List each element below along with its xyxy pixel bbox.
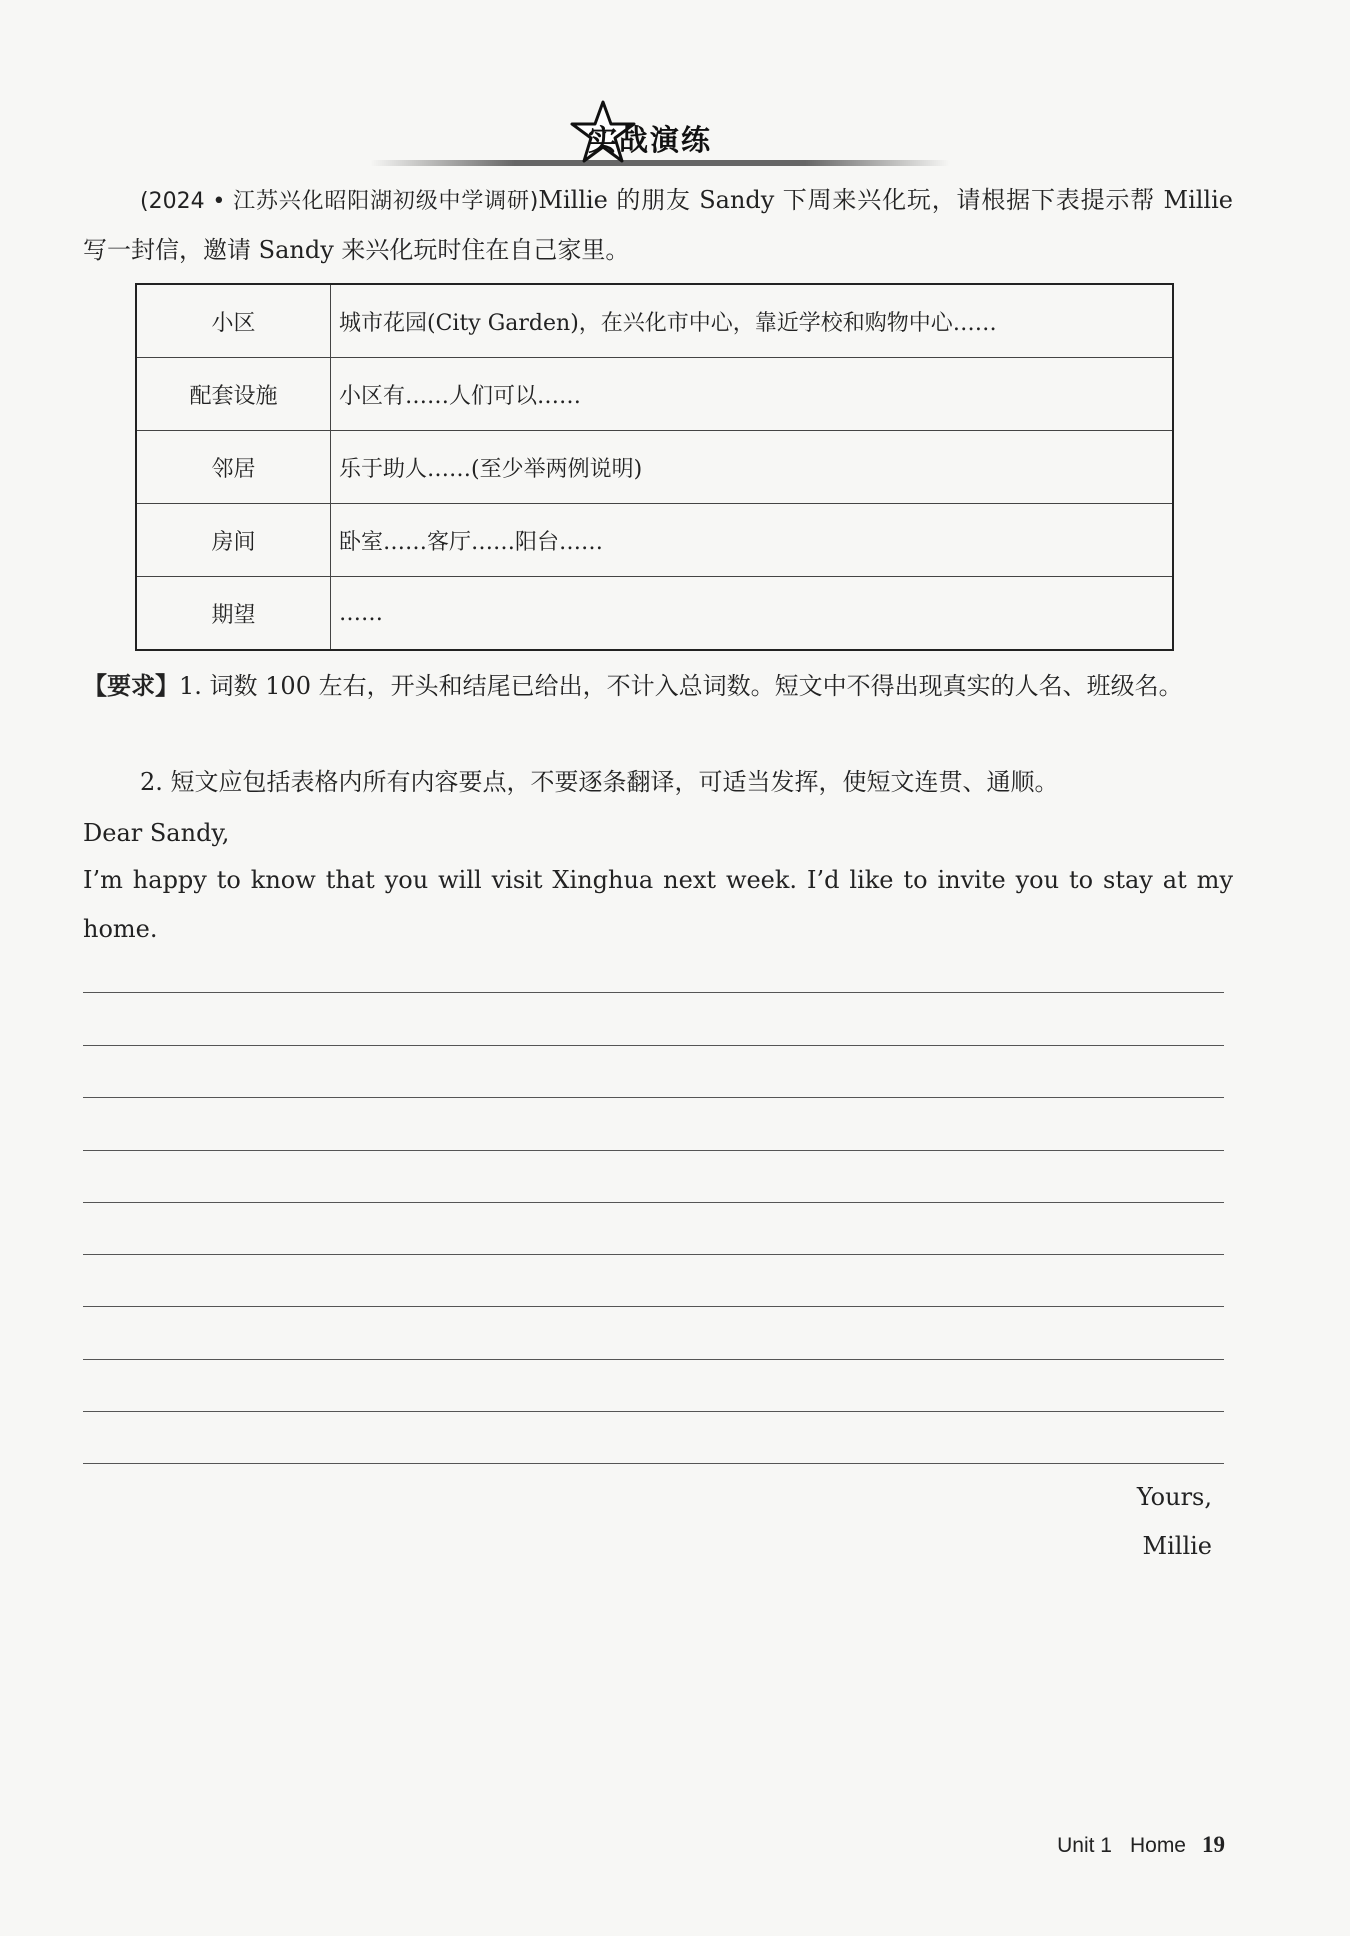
writing-line[interactable] — [83, 1097, 1224, 1098]
footer-topic: Home — [1129, 1834, 1186, 1857]
letter-opening — [83, 856, 1233, 954]
writing-line[interactable] — [83, 992, 1224, 993]
writing-line[interactable] — [83, 1045, 1224, 1046]
header-rule — [370, 160, 950, 166]
table-key: 房间 — [136, 504, 331, 577]
page-footer — [1057, 1832, 1225, 1858]
writing-line[interactable] — [83, 1359, 1224, 1360]
table-key: 小区 — [136, 284, 331, 358]
intro-paragraph — [83, 176, 1233, 275]
writing-line[interactable] — [83, 1150, 1224, 1151]
letter-greeting: Dear Sandy, — [83, 819, 230, 847]
requirement-2-text: 2. 短文应包括表格内所有内容要点，不要逐条翻译，可适当发挥，使短文连贯、通顺。 — [140, 768, 1059, 796]
table-value: …… — [331, 577, 1174, 651]
table-value: 卧室……客厅……阳台…… — [331, 504, 1174, 577]
table-key: 期望 — [136, 577, 331, 651]
hint-table — [135, 283, 1174, 651]
table-value: 小区有……人们可以…… — [331, 358, 1174, 431]
writing-line[interactable] — [83, 1306, 1224, 1307]
table-row — [136, 358, 1173, 431]
table-row — [136, 504, 1173, 577]
table-key: 邻居 — [136, 431, 331, 504]
section-title: 实战演练 — [588, 123, 713, 157]
requirement-1-text: 1. 词数 100 左右，开头和结尾已给出，不计入总词数。短文中不得出现真实的人名、班级名。 — [179, 672, 1183, 700]
requirement-2 — [83, 758, 1233, 807]
table-key: 配套设施 — [136, 358, 331, 431]
table-value: 城市花园(City Garden)，在兴化市中心，靠近学校和购物中心…… — [331, 284, 1174, 358]
writing-line[interactable] — [83, 1463, 1224, 1464]
writing-line[interactable] — [83, 1254, 1224, 1255]
letter-signature: Millie — [1142, 1532, 1212, 1560]
writing-line[interactable] — [83, 1202, 1224, 1203]
footer-unit: Unit 1 — [1057, 1834, 1112, 1857]
letter-opening-text: I’m happy to know that you will visit Xinghua next week. I’d like to invite you to stay at my home. — [83, 866, 1233, 943]
question-source: (2024 • 江苏兴化昭阳湖初级中学调研) — [140, 189, 539, 214]
page-number: 19 — [1202, 1832, 1225, 1857]
letter-closing: Yours, — [1136, 1483, 1212, 1511]
writing-line[interactable] — [83, 1411, 1224, 1412]
table-row — [136, 577, 1173, 651]
table-value: 乐于助人……(至少举两例说明) — [331, 431, 1174, 504]
table-row — [136, 284, 1173, 358]
table-row — [136, 431, 1173, 504]
requirement-1 — [83, 661, 1233, 711]
intro-text: Millie 的朋友 Sandy 下周来兴化玩，请根据下表提示帮 Millie 写一封信，邀请 Sandy 来兴化玩时住在自己家里。 — [83, 186, 1233, 264]
section-header — [360, 98, 960, 178]
requirement-label: 【要求】 — [83, 671, 179, 700]
